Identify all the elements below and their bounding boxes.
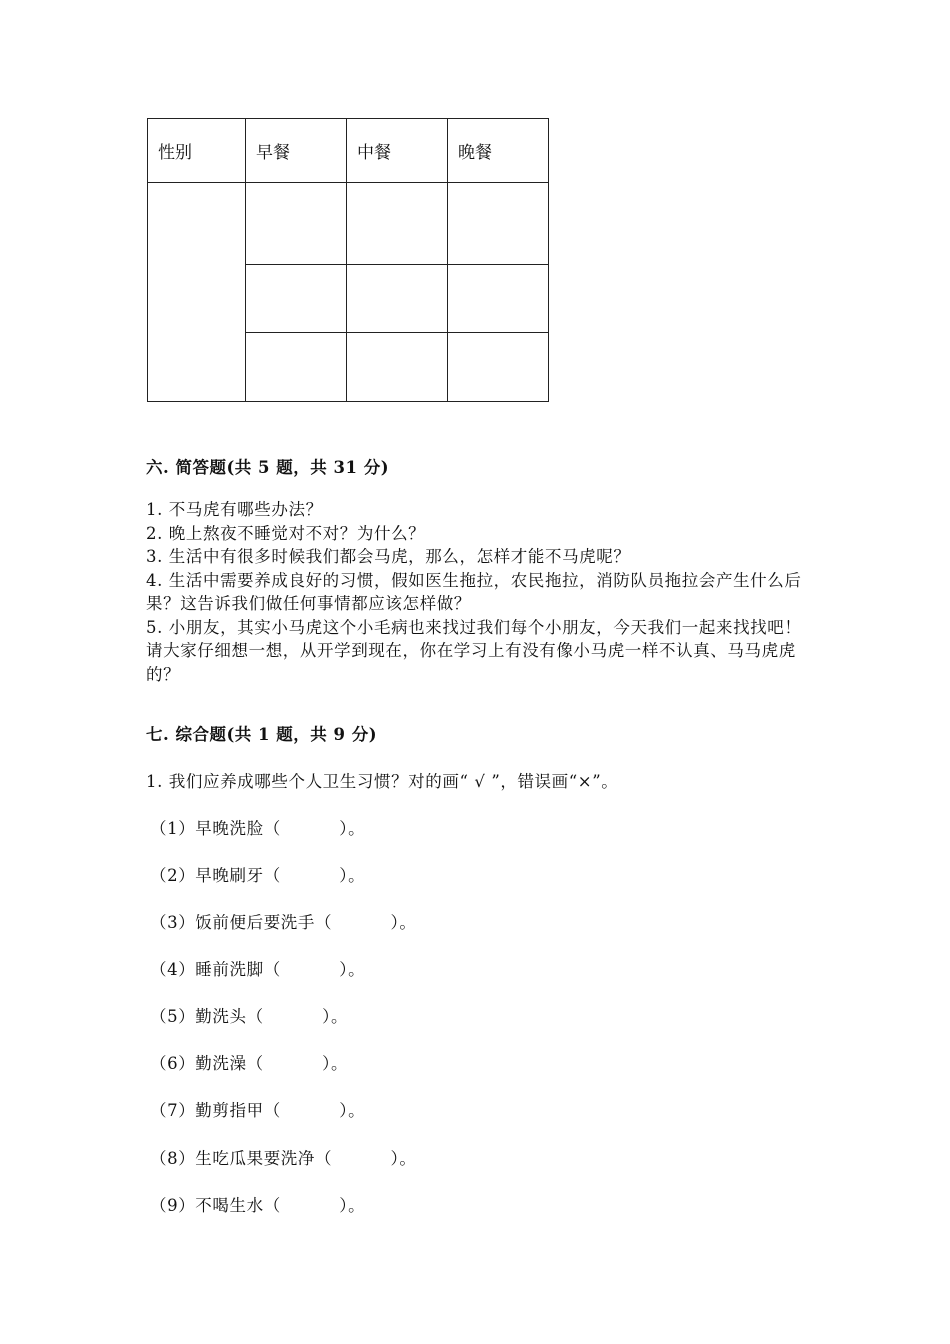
- section6-question-list: [146, 498, 806, 686]
- table-cell[interactable]: [448, 265, 549, 333]
- section7-intro: 1. 我们应养成哪些个人卫生习惯？对的画“ √ ”，错误画“×”。: [146, 772, 619, 791]
- habit-item-8: （8）生吃瓜果要洗净（ ）。: [150, 1149, 417, 1168]
- section7-title: 七. 综合题(共 1 题，共 9 分): [146, 725, 378, 744]
- section6-title: 六. 简答题(共 5 题，共 31 分): [146, 458, 390, 477]
- habit-item-2: （2）早晚刷牙（ ）。: [150, 866, 366, 885]
- header-gender: 性别: [148, 119, 246, 183]
- habit-item-6: （6）勤洗澡（ ）。: [150, 1054, 349, 1073]
- question-4: 4. 生活中需要养成良好的习惯，假如医生拖拉，农民拖拉，消防队员拖拉会产生什么后果？这告诉我们做任何事情都应该怎样做？: [146, 570, 802, 613]
- table-cell[interactable]: [246, 265, 347, 333]
- habit-item-4: （4）睡前洗脚（ ）。: [150, 960, 366, 979]
- header-dinner: 晚餐: [448, 119, 549, 183]
- table-cell[interactable]: [448, 183, 549, 265]
- question-3: 3. 生活中有很多时候我们都会马虎，那么，怎样才能不马虎呢？: [146, 547, 631, 566]
- table-cell[interactable]: [347, 183, 448, 265]
- gender-cell[interactable]: [148, 183, 246, 402]
- header-lunch: 中餐: [347, 119, 448, 183]
- habit-item-3: （3）饭前便后要洗手（ ）。: [150, 913, 417, 932]
- table-header-row: [148, 119, 549, 183]
- table-cell[interactable]: [246, 183, 347, 265]
- habit-item-5: （5）勤洗头（ ）。: [150, 1007, 349, 1026]
- habit-item-7: （7）勤剪指甲（ ）。: [150, 1101, 366, 1120]
- table-cell[interactable]: [347, 265, 448, 333]
- habit-item-9: （9）不喝生水（ ）。: [150, 1196, 366, 1215]
- question-5: 5. 小朋友，其实小马虎这个小毛病也来找过我们每个小朋友，今天我们一起来找找吧！请大家仔细想一想，从开学到现在，你在学习上有没有像小马虎一样不认真、马马虎虎的？: [146, 617, 802, 684]
- table-cell[interactable]: [448, 333, 549, 402]
- table-cell[interactable]: [347, 333, 448, 402]
- question-2: 2. 晚上熬夜不睡觉对不对？为什么？: [146, 523, 426, 543]
- header-breakfast: 早餐: [246, 119, 347, 183]
- table-row: [148, 183, 549, 265]
- question-1: 1. 不马虎有哪些办法？: [146, 500, 323, 519]
- meal-table: [147, 118, 549, 402]
- habit-item-1: （1）早晚洗脸（ ）。: [150, 819, 366, 838]
- table-cell[interactable]: [246, 333, 347, 402]
